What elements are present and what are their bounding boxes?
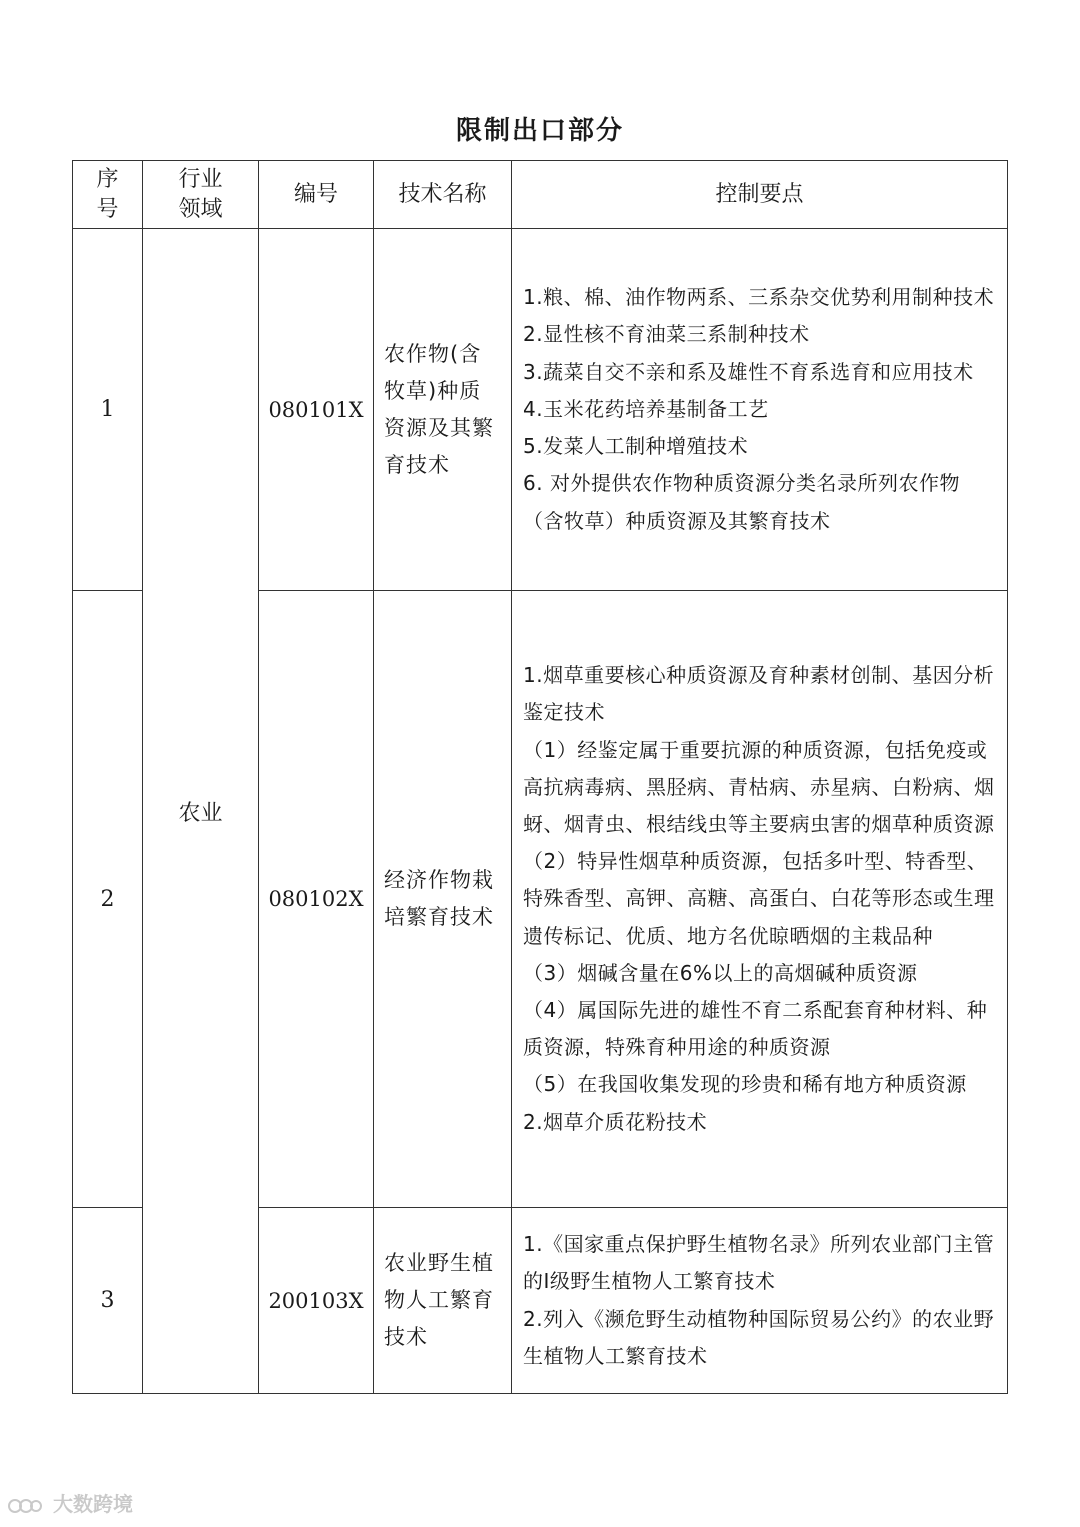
control-point: 6. 对外提供农作物种质资源分类名录所列农作物（含牧草）种质资源及其繁育技术: [523, 471, 960, 533]
row-seq: 1: [73, 229, 143, 591]
control-point: 5.发菜人工制种增殖技术: [523, 434, 749, 459]
row-control-points: [512, 1208, 1008, 1394]
control-point: （4）属国际先进的雄性不育二系配套育种材料、种质资源，特殊育种用途的种质资源: [523, 998, 988, 1060]
header-name: 技术名称: [374, 161, 512, 229]
table-row: [73, 229, 1008, 591]
row-control-points: [512, 591, 1008, 1208]
logo-icon: [8, 1498, 42, 1514]
control-point: 1.粮、棉、油作物两系、三系杂交优势利用制种技术: [523, 285, 995, 310]
control-point: 4.玉米花药培养基制备工艺: [523, 396, 769, 421]
control-point: 2.显性核不育油菜三系制种技术: [523, 322, 810, 347]
control-point: 2.烟草介质花粉技术: [523, 1109, 708, 1134]
row-tech-name: 农业野生植物人工繁育技术: [374, 1208, 512, 1394]
control-point: （5）在我国收集发现的珍贵和稀有地方种质资源: [523, 1072, 967, 1097]
row-tech-name: 经济作物栽培繁育技术: [374, 591, 512, 1208]
header-row: [73, 161, 1008, 229]
row-control-points: [512, 229, 1008, 591]
header-industry: [143, 161, 259, 229]
row-code: 200103X: [259, 1208, 374, 1394]
watermark-text: 大数跨境: [52, 1492, 133, 1516]
watermark: [8, 1488, 133, 1517]
header-seq: [73, 161, 143, 229]
control-point: 1.《国家重点保护野生植物名录》所列农业部门主管的I级野生植物人工繁育技术: [523, 1232, 995, 1294]
header-industry-line-1: 行业: [178, 166, 223, 192]
header-industry-line-2: 领域: [178, 196, 223, 222]
row-seq: 2: [73, 591, 143, 1208]
row-code: 080102X: [259, 591, 374, 1208]
header-points: 控制要点: [512, 161, 1008, 229]
industry-cell: 农业: [143, 229, 259, 1394]
header-seq-line-2: 号: [96, 196, 119, 222]
row-tech-name: 农作物(含牧草)种质资源及其繁育技术: [374, 229, 512, 591]
header-code: 编号: [259, 161, 374, 229]
control-point: 3.蔬菜自交不亲和系及雄性不育系选育和应用技术: [523, 359, 974, 384]
control-point: （2）特异性烟草种质资源，包括多叶型、特香型、特殊香型、高钾、高糖、高蛋白、白花等形态或生理遗传标记、优质、地方名优晾晒烟的主栽品种: [523, 849, 995, 948]
control-point: （1）经鉴定属于重要抗源的种质资源，包括免疫或高抗病毒病、黑胫病、青枯病、赤星病、白粉病、烟蚜、烟青虫、根结线虫等主要病虫害的烟草种质资源: [523, 737, 995, 836]
control-point: 1.烟草重要核心种质资源及育种素材创制、基因分析鉴定技术: [523, 663, 995, 725]
restricted-export-table: [72, 160, 1008, 1394]
row-seq: 3: [73, 1208, 143, 1394]
row-code: 080101X: [259, 229, 374, 591]
page-title: 限制出口部分: [455, 116, 624, 146]
control-point: 2.列入《濒危野生动植物种国际贸易公约》的农业野生植物人工繁育技术: [523, 1306, 995, 1368]
control-point: （3）烟碱含量在6%以上的高烟碱种质资源: [523, 960, 918, 985]
header-seq-line-1: 序: [96, 166, 119, 192]
